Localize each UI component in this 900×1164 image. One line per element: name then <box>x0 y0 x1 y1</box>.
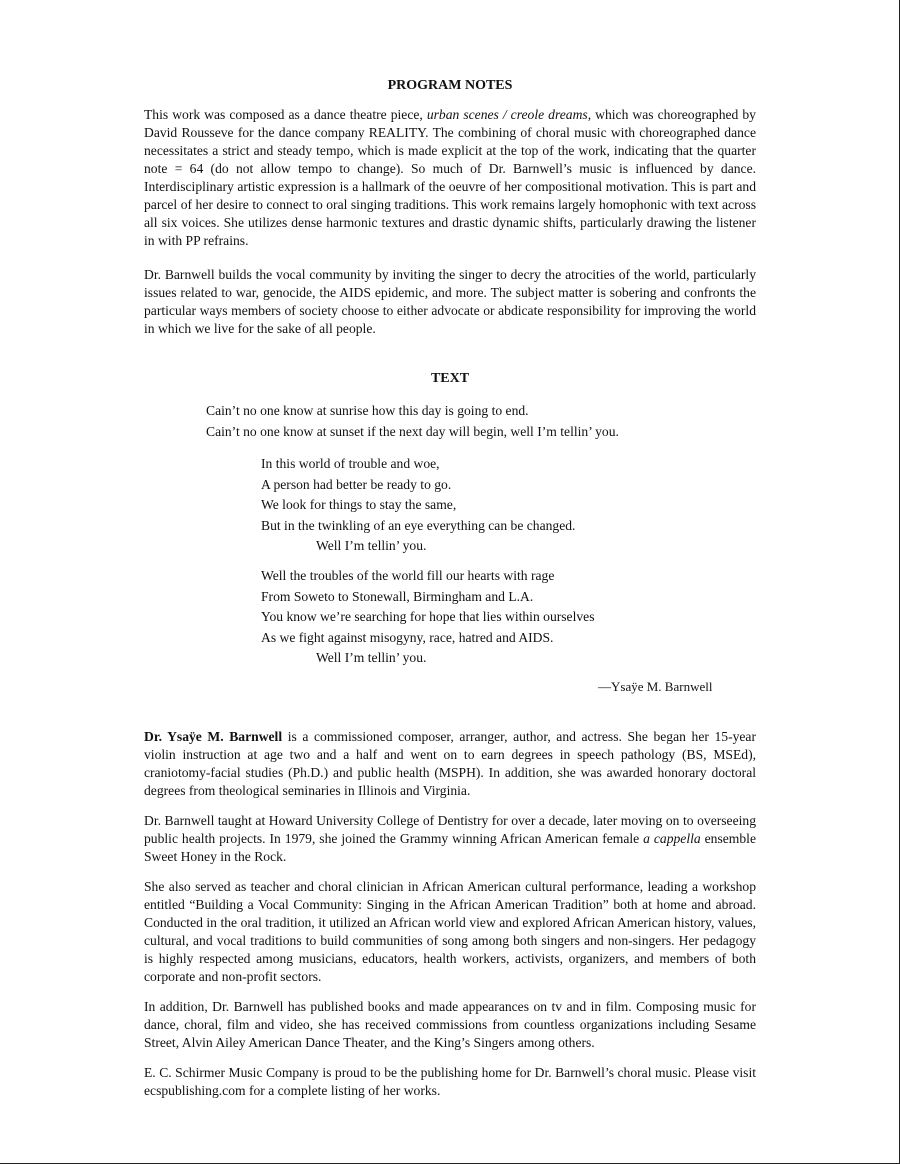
lyric-line: A person had better be ready to go. <box>261 476 452 492</box>
lyric-line: You know we’re searching for hope that lies within ourselves <box>261 609 595 624</box>
bio-paragraph-1 <box>144 728 756 800</box>
lyric-line: But in the twinkling of an eye everything can be changed. <box>261 517 576 533</box>
lyric-refrain: Well I’m tellin’ you. <box>316 538 427 553</box>
bio-name: Dr. Ysaÿe M. Barnwell <box>144 729 283 744</box>
a-cappella-term: a cappella <box>643 831 701 846</box>
lyric-line: As we fight against misogyny, race, hatred and AIDS. <box>261 629 554 645</box>
bio-p2-text-start: Dr. Barnwell taught at Howard University College of Dentistry for over a decade, later moving on to overseeing public health projects. In 1979, she joined the Grammy winning African American female <box>144 813 756 846</box>
lyric-line: Cain’t no one know at sunset if the next day will begin, well I’m tellin’ you. <box>206 423 619 439</box>
lyric-refrain: Well I’m tellin’ you. <box>316 650 427 665</box>
bio-p2-text-end: ensemble Sweet Honey in the Rock. <box>144 831 756 864</box>
lyric-line: We look for things to stay the same, <box>261 497 457 512</box>
program-notes-heading: PROGRAM NOTES <box>387 78 513 93</box>
lyric-line: Cain’t no one know at sunrise how this day is going to end. <box>206 403 529 418</box>
lyric-line: From Soweto to Stonewall, Birmingham and L.A. <box>261 588 534 604</box>
lyrics-verse-2 <box>261 566 594 669</box>
p1-text-start: This work was composed as a dance theatre piece, <box>144 107 427 122</box>
bio-p1-text: is a commissioned composer, arranger, author, and actress. She began her 15-year violin instruction at age two and a half and went on to earn degrees in speech pathology (BS, MSEd), craniotomy-facial studies (Ph.D.) and public health (MSPH). In addition, she was awarded honorary doctoral degrees from theological seminaries in Illinois and Virginia. <box>144 729 756 798</box>
p1-text-end: , which was choreographed by David Rousseve for the dance company REALITY. The combining of choral music with choreographed dance necessitates a strict and steady tempo, which is made explicit at the top of the work, indicating that the quarter note = 64 (do not allow tempo to change). So much of Dr. Barnwell’s music is influenced by dance. Interdisciplinary artistic expression is a hallmark of the oeuvre of her compositional motivation. This is part and parcel of her desire to connect to oral singing traditions. This work remains largely homophonic with text across all six voices. She utilizes dense harmonic textures and drastic dynamic shifts, particularly drawing the listener in with PP refrains. <box>144 107 756 248</box>
program-notes-paragraph-1 <box>144 106 756 250</box>
program-notes-paragraph-2: Dr. Barnwell builds the vocal community by inviting the singer to decry the atrocities of the world, particularly issues related to war, genocide, the AIDS epidemic, and more. The subject matter is sobering and confronts the particular ways members of society choose to either advocate or abdicate responsibility for improving the world in which we live for the sake of all people. <box>144 267 756 336</box>
lyric-line: In this world of trouble and woe, <box>261 456 440 471</box>
bio-paragraph-5: E. C. Schirmer Music Company is proud to be the publishing home for Dr. Barnwell’s choral music. Please visit ecspublishing.com for a complete listing of her works. <box>144 1065 756 1098</box>
lyrics-attribution: —Ysaÿe M. Barnwell <box>598 679 713 694</box>
text-heading: TEXT <box>430 371 470 386</box>
bio-paragraph-4: In addition, Dr. Barnwell has published books and made appearances on tv and in film. Composing music for dance, choral, film and video, she has received commissions from countless organizations including Sesame Street, Alvin Ailey American Dance Theater, and the King’s Singers among others. <box>144 999 756 1050</box>
bio-paragraph-3: She also served as teacher and choral clinician in African American cultural performance, leading a workshop entitled “Building a Vocal Community: Singing in the African American Tradition” both at home and abroad. Conducted in the oral tradition, it utilized an African world view and explored African American history, values, cultural, and vocal traditions to build communities of song among both singers and non-singers. Her pedagogy is highly respected among musicians, educators, health workers, activists, organizers, and members of both corporate and non-profit sectors. <box>144 879 756 984</box>
bio-paragraph-2 <box>144 812 756 866</box>
work-title: urban scenes / creole dreams <box>426 107 588 122</box>
lyrics-intro <box>206 401 619 442</box>
lyrics-verse-1 <box>261 454 575 557</box>
lyric-line: Well the troubles of the world fill our hearts with rage <box>261 568 555 583</box>
